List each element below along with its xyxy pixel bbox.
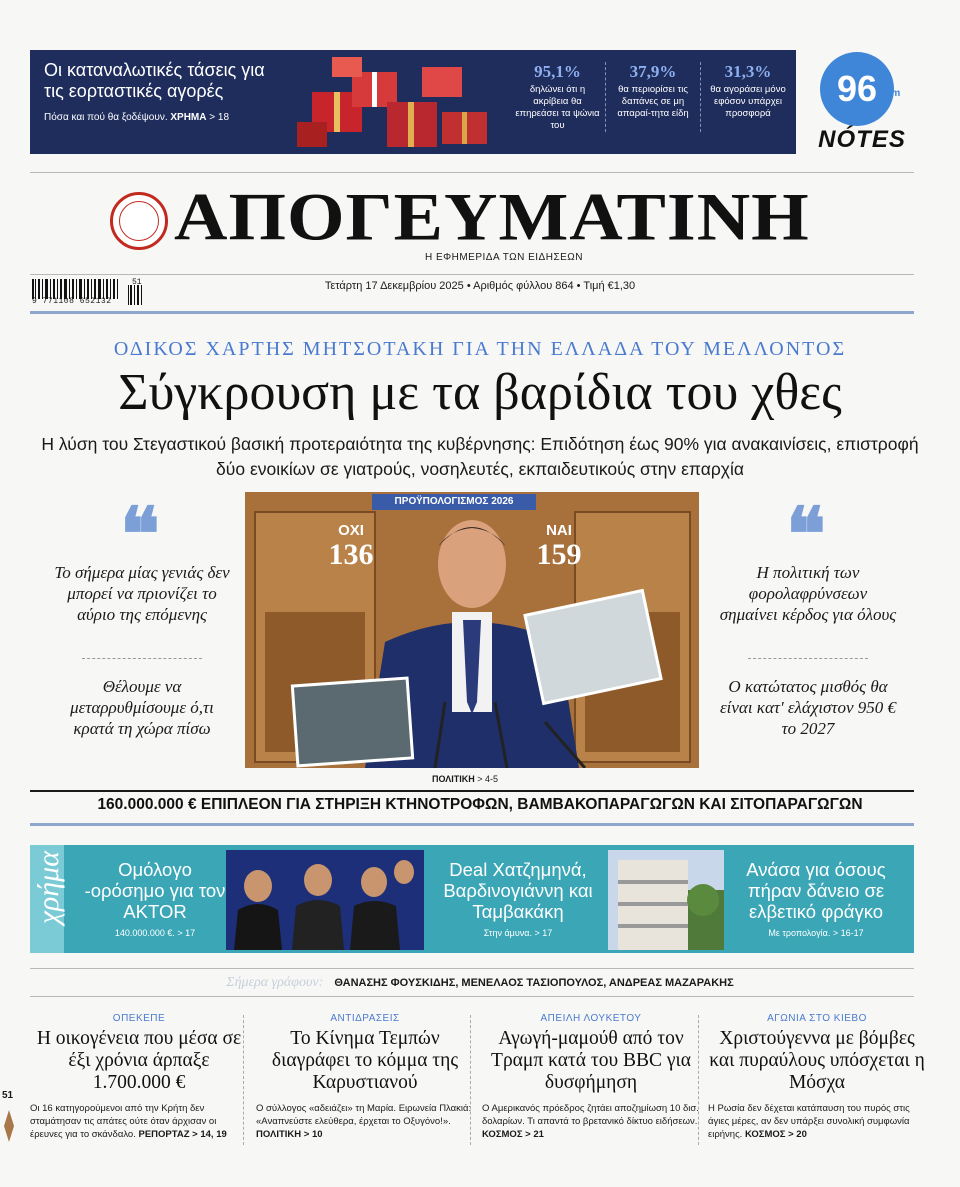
radio-name: NÓTES xyxy=(818,126,906,153)
quote-right-1: Η πολιτική των φορολαφρύνσεων σημαίνει κέρδος για όλους xyxy=(719,563,897,624)
vote-yes-label: ΝΑΙ xyxy=(546,522,572,539)
parliament-image xyxy=(245,492,699,768)
quote-mark-icon: ❝ xyxy=(120,495,160,577)
column-divider xyxy=(698,1015,699,1145)
writers-label: Σήμερα γράφουν: xyxy=(226,975,324,990)
column-divider xyxy=(243,1015,244,1145)
money-item-3[interactable] xyxy=(728,859,904,938)
quote-mark-icon: ❝ xyxy=(786,495,826,577)
writers-names: ΘΑΝΑΣΗΣ ΦΟΥΣΚΙΔΗΣ, ΜΕΝΕΛΑΟΣ ΤΑΣΙΟΠΟΥΛΟΣ, ΑΝΔΡΕΑΣ ΜΑΖΑΡΑΚΗΣ xyxy=(334,977,734,989)
column-body: Η Ρωσία δεν δέχεται κατάπαυση του πυρός στις άγιες μέρες, αν δεν υπάρξει συνολική συμφωνία ειρήνης. xyxy=(708,1103,910,1140)
column-category: ΑΓΩΝΙΑ ΣΤΟ ΚΙΕΒΟ xyxy=(767,1013,867,1024)
column-text xyxy=(482,1102,700,1141)
quote-left-1: Το σήμερα μίας γενιάς δεν μπορεί να πριονίζει το αύριο της επόμενης xyxy=(54,563,230,624)
banner-subtitle xyxy=(44,112,274,123)
stat-value: 95,1% xyxy=(534,62,581,81)
column-ref: ΚΟΣΜΟΣ > 20 xyxy=(744,1129,807,1140)
vote-no-count: 136 xyxy=(328,538,374,571)
divider xyxy=(30,968,914,969)
lead-kicker: ΟΔΙΚΟΣ ΧΑΡΤΗΣ ΜΗΤΣΟΤΑΚΗ ΓΙΑ ΤΗΝ ΕΛΛΑΔΑ ΤΟΥ ΜΕΛΛΟΝΤΟΣ xyxy=(113,338,847,360)
banner-stats xyxy=(510,62,796,132)
money-item-headline: Ομόλογο -ορόσημο για τον AKTOR xyxy=(84,859,226,922)
banner-left xyxy=(44,60,274,123)
stat-value: 37,9% xyxy=(629,62,677,81)
money-item-headline: Ανάσα για όσους πήραν δάνειο σε ελβετικό φράγκο xyxy=(746,859,886,922)
money-label-bar xyxy=(30,845,64,953)
column-title: Αγωγή-μαμούθ από τον Τραμπ κατά του BBC για δυσφήμηση xyxy=(491,1028,691,1093)
vote-yes-count: 159 xyxy=(536,538,582,571)
column-body: Ο σύλλογος «αδειάζει» τη Μαρία. Ειρωνεία Πλακιά: «Αναπνεύστε ελεύθερα, έρχεται το Οξυγόνο!». xyxy=(256,1103,472,1127)
stat-text: δηλώνει ότι η ακρίβεια θα επηρεάσει τα ψώνια του xyxy=(515,84,600,131)
page-number: 51 xyxy=(2,1090,14,1101)
banner-section: ΧΡΗΜΑ xyxy=(170,112,207,123)
issue-info: Τετάρτη 17 Δεκεμβρίου 2025 • Αριθμός φύλλου 864 • Τιμή €1,30 xyxy=(324,280,636,292)
people-image xyxy=(226,850,424,950)
column-3[interactable] xyxy=(482,1013,700,1141)
masthead-title: ΑΠΟΓΕΥΜΑΤΙΝΗ xyxy=(174,179,810,256)
column-body: Ο Αμερικανός πρόεδρος ζητάει αποζημίωση 10 δισ. δολαρίων. Τι απαντά το βρετανικό δίκτυο ειδήσεων. xyxy=(482,1103,699,1127)
column-ref: ΚΟΣΜΟΣ > 21 xyxy=(482,1129,544,1140)
money-item-caption: Στην άμυνα. > 17 xyxy=(483,928,553,938)
divider xyxy=(30,311,914,314)
lead-headline[interactable]: Σύγκρουση με τα βαρίδια του χθες xyxy=(118,364,842,421)
caption-page: > 4-5 xyxy=(477,774,499,784)
promo-banner[interactable] xyxy=(30,50,796,154)
stat-text: θα περιορίσει τις δαπάνες σε μη απαραί-τητα είδη xyxy=(617,84,689,119)
column-text xyxy=(30,1102,248,1141)
photo-caption[interactable] xyxy=(432,774,498,784)
quote-right-2: Ο κατώτατος μισθός θα είναι κατ' ελάχιστον 950 € το 2027 xyxy=(719,677,897,738)
column-body: Οι 16 κατηγορούμενοι από την Κρήτη δεν σταμάτησαν τις απάτες ούτε όταν άρχισαν οι έρευνες για το σκάνδαλο. xyxy=(30,1103,217,1140)
masthead-tagline: Η ΕΦΗΜΕΡΙΔΑ ΤΩΝ ΕΙΔΗΣΕΩΝ xyxy=(424,252,583,263)
banner-subtitle-text: Πόσα και πού θα ξοδέψουν. xyxy=(44,112,168,123)
diamond-icon xyxy=(4,1126,14,1142)
quote-divider xyxy=(748,658,868,659)
divider xyxy=(30,790,914,792)
column-divider xyxy=(470,1015,471,1145)
column-ref: ΡΕΠΟΡΤΑΖ > 14, 19 xyxy=(138,1129,227,1140)
money-photo-1 xyxy=(226,850,424,950)
column-ref: ΠΟΛΙΤΙΚΗ > 10 xyxy=(256,1129,323,1140)
stat-2 xyxy=(605,62,700,132)
money-item-1[interactable] xyxy=(84,859,226,938)
money-item-headline: Deal Χατζημηνά, Βαρδινογιάννη και Ταμβακάκη xyxy=(443,859,593,922)
banner-title: Οι καταναλωτικές τάσεις για τις εορταστικές αγορές xyxy=(44,60,265,101)
gifts-image xyxy=(292,52,492,152)
barcode-suffix: 51 xyxy=(132,278,142,287)
money-item-caption: Με τροπολογία. > 16-17 xyxy=(768,928,864,938)
radio-fm: fm xyxy=(888,88,901,99)
divider xyxy=(30,274,914,275)
barcode-number: 9 771108 652132 xyxy=(32,297,112,306)
seal-logo xyxy=(110,192,168,250)
divider xyxy=(30,823,914,826)
column-4[interactable] xyxy=(708,1013,926,1141)
lead-photo[interactable] xyxy=(245,492,699,768)
column-text xyxy=(708,1102,926,1141)
quote-divider xyxy=(82,658,202,659)
photo-tag: ΠΡΟΫΠΟΛΟΓΙΣΜΟΣ 2026 xyxy=(372,494,536,510)
money-section xyxy=(30,845,914,953)
lead-subhead: Η λύση του Στεγαστικού βασική προτεραιότητα της κυβέρνησης: Επιδότηση έως 90% για ανακαινίσεις, επιστροφή δύο ενοικίων σε γιατρούς, νοσηλευτές, εκπαιδευτικούς στην επαρχία xyxy=(41,434,919,479)
diamond-icon xyxy=(4,1110,14,1126)
money-photo-2 xyxy=(608,850,724,950)
column-category: ΑΠΕΙΛΗ ΛΟΥΚΕΤΟΥ xyxy=(540,1013,642,1024)
writers-line xyxy=(0,975,960,991)
money-label: χρήμα xyxy=(32,851,65,925)
column-title: Η οικογένεια που μέσα σε έξι χρόνια άρπαξε 1.700.000 € xyxy=(36,1028,242,1093)
column-category: ΟΠΕΚΕΠΕ xyxy=(112,1013,166,1024)
column-category: ΑΝΤΙΔΡΑΣΕΙΣ xyxy=(330,1013,400,1024)
column-2[interactable] xyxy=(256,1013,474,1141)
stat-1 xyxy=(510,62,605,132)
building-image xyxy=(608,850,724,950)
radio-logo[interactable] xyxy=(812,50,912,158)
caption-section: ΠΟΛΙΤΙΚΗ xyxy=(432,774,475,784)
stat-text: θα αγοράσει μόνο εφόσον υπάρχει προσφορά xyxy=(710,84,786,119)
vote-no-label: ΟΧΙ xyxy=(338,522,364,539)
quote-left-2: Θέλουμε να μεταρρυθμίσουμε ό,τι κρατά τη χώρα πίσω xyxy=(70,677,214,738)
column-text xyxy=(256,1102,474,1141)
column-title: Χριστούγεννα με βόμβες και πυραύλους υπόσχεται η Μόσχα xyxy=(709,1028,925,1093)
seal-inner xyxy=(119,201,159,241)
radio-number: 96 xyxy=(820,52,894,126)
column-1[interactable] xyxy=(30,1013,248,1141)
stat-value: 31,3% xyxy=(724,62,772,81)
divider xyxy=(30,996,914,997)
divider xyxy=(30,172,914,173)
column-title: Το Κίνημα Τεμπών διαγράφει το κόμμα της Καρυστιανού xyxy=(271,1028,459,1093)
banner-page: > 18 xyxy=(209,112,230,123)
money-item-2[interactable] xyxy=(434,859,602,938)
news-strip[interactable]: 160.000.000 € ΕΠΙΠΛΕΟΝ ΓΙΑ ΣΤΗΡΙΞΗ ΚΤΗΝΟΤΡΟΦΩΝ, ΒΑΜΒΑΚΟΠΑΡΑΓΩΓΩΝ ΚΑΙ ΣΙΤΟΠΑΡΑΓΩΓΩΝ xyxy=(97,796,863,813)
money-item-caption: 140.000.000 €. > 17 xyxy=(114,928,196,938)
stat-3 xyxy=(700,62,795,132)
